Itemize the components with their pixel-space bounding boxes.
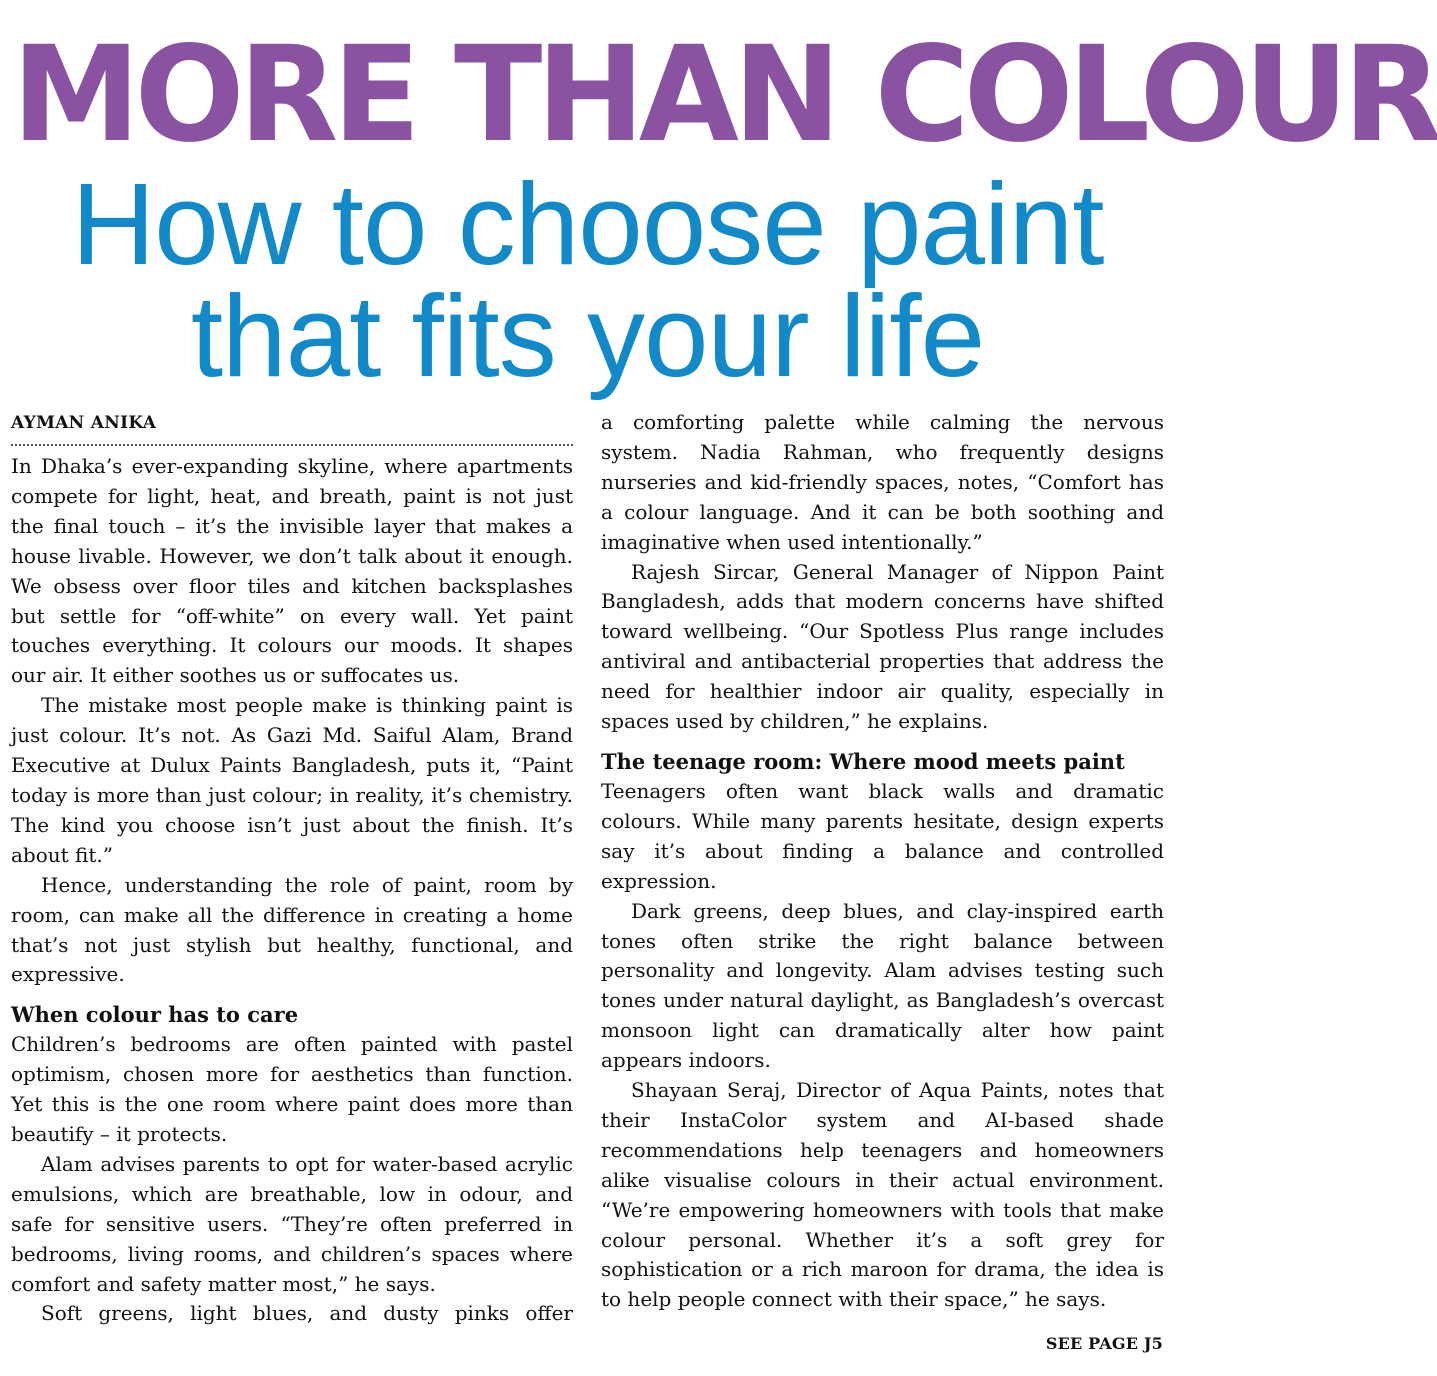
left-column xyxy=(11,408,573,1329)
continued-jump-line: SEE PAGE J5 xyxy=(1045,1334,1163,1353)
headline-line-1: How to choose paint xyxy=(71,159,1104,289)
subheading: The teenage room: Where mood meets paint xyxy=(601,748,1125,774)
headline xyxy=(0,159,1175,401)
paragraph: Rajesh Sircar, General Manager of Nippon Paint Bangladesh, adds that modern concerns have shifted toward wellbeing. “Our Spotless Plus range includes antiviral and antibacterial properties that address the need for healthier indoor air quality, especially in spaces used by children,” he explains. xyxy=(601,559,1164,734)
headline-line-2: that fits your life xyxy=(190,271,985,401)
paragraph: Alam advises parents to opt for water-based acrylic emulsions, which are breathable, low in odour, and safe for sensitive users. “They’re often preferred in bedrooms, living rooms, and children’s spaces where comfort and safety matter most,” he says. xyxy=(11,1151,573,1296)
paragraph: a comforting palette while calming the nervous system. Nadia Rahman, who frequently designs nurseries and kid-friendly spaces, notes, “Comfort has a colour language. And it can be both soothing and imaginative when used intentionally.” xyxy=(601,410,1164,554)
paragraph: Dark greens, deep blues, and clay-inspired earth tones often strike the right balance between personality and longevity. Alam advises testing such tones under natural daylight, as Bangladesh’s overcast monsoon light can dramatically alter how paint appears indoors. xyxy=(601,898,1164,1073)
paragraph: Hence, understanding the role of paint, room by room, can make all the difference in creating a home that’s not just stylish but healthy, functional, and expressive. xyxy=(11,872,573,987)
subheading: When colour has to care xyxy=(11,1002,299,1028)
paragraph: Children’s bedrooms are often painted with pastel optimism, chosen more for aesthetics than function. Yet this is the one room where paint does more than beautify – it protects. xyxy=(11,1032,573,1147)
byline: AYMAN ANIKA xyxy=(11,408,573,446)
paragraph: The mistake most people make is thinking paint is just colour. It’s not. As Gazi Md. Saiful Alam, Brand Executive at Dulux Paints Bangladesh, puts it, “Paint today is more than just colour; in reality, it’s chemistry. The kind you choose isn’t just about the finish. It’s about fit.” xyxy=(11,693,573,867)
paragraph: Soft greens, light blues, and dusty pinks offer xyxy=(41,1301,573,1326)
paragraph: Teenagers often want black walls and dramatic colours. While many parents hesitate, design experts say it’s about finding a balance and controlled expression. xyxy=(601,778,1164,893)
kicker-title: MORE THAN COLOUR xyxy=(11,18,1437,172)
paragraph: Shayaan Seraj, Director of Aqua Paints, notes that their InstaColor system and AI-based shade recommendations help teenagers and homeowners alike visualise colours in their actual environment. “We’re empowering homeowners with tools that make colour personal. Whether it’s a soft grey for sophistication or a rich maroon for drama, the idea is to help people connect with their space,” he says. xyxy=(601,1078,1164,1312)
right-column xyxy=(601,408,1164,1315)
paragraph: In Dhaka’s ever-expanding skyline, where apartments compete for light, heat, and breath, paint is not just the final touch – it’s the invisible layer that makes a house livable. However, we don’t talk about it enough. We obsess over floor tiles and kitchen backsplashes but settle for “off-white” on every wall. Yet paint touches everything. It colours our moods. It shapes our air. It either soothes us or suffocates us. xyxy=(11,454,573,688)
